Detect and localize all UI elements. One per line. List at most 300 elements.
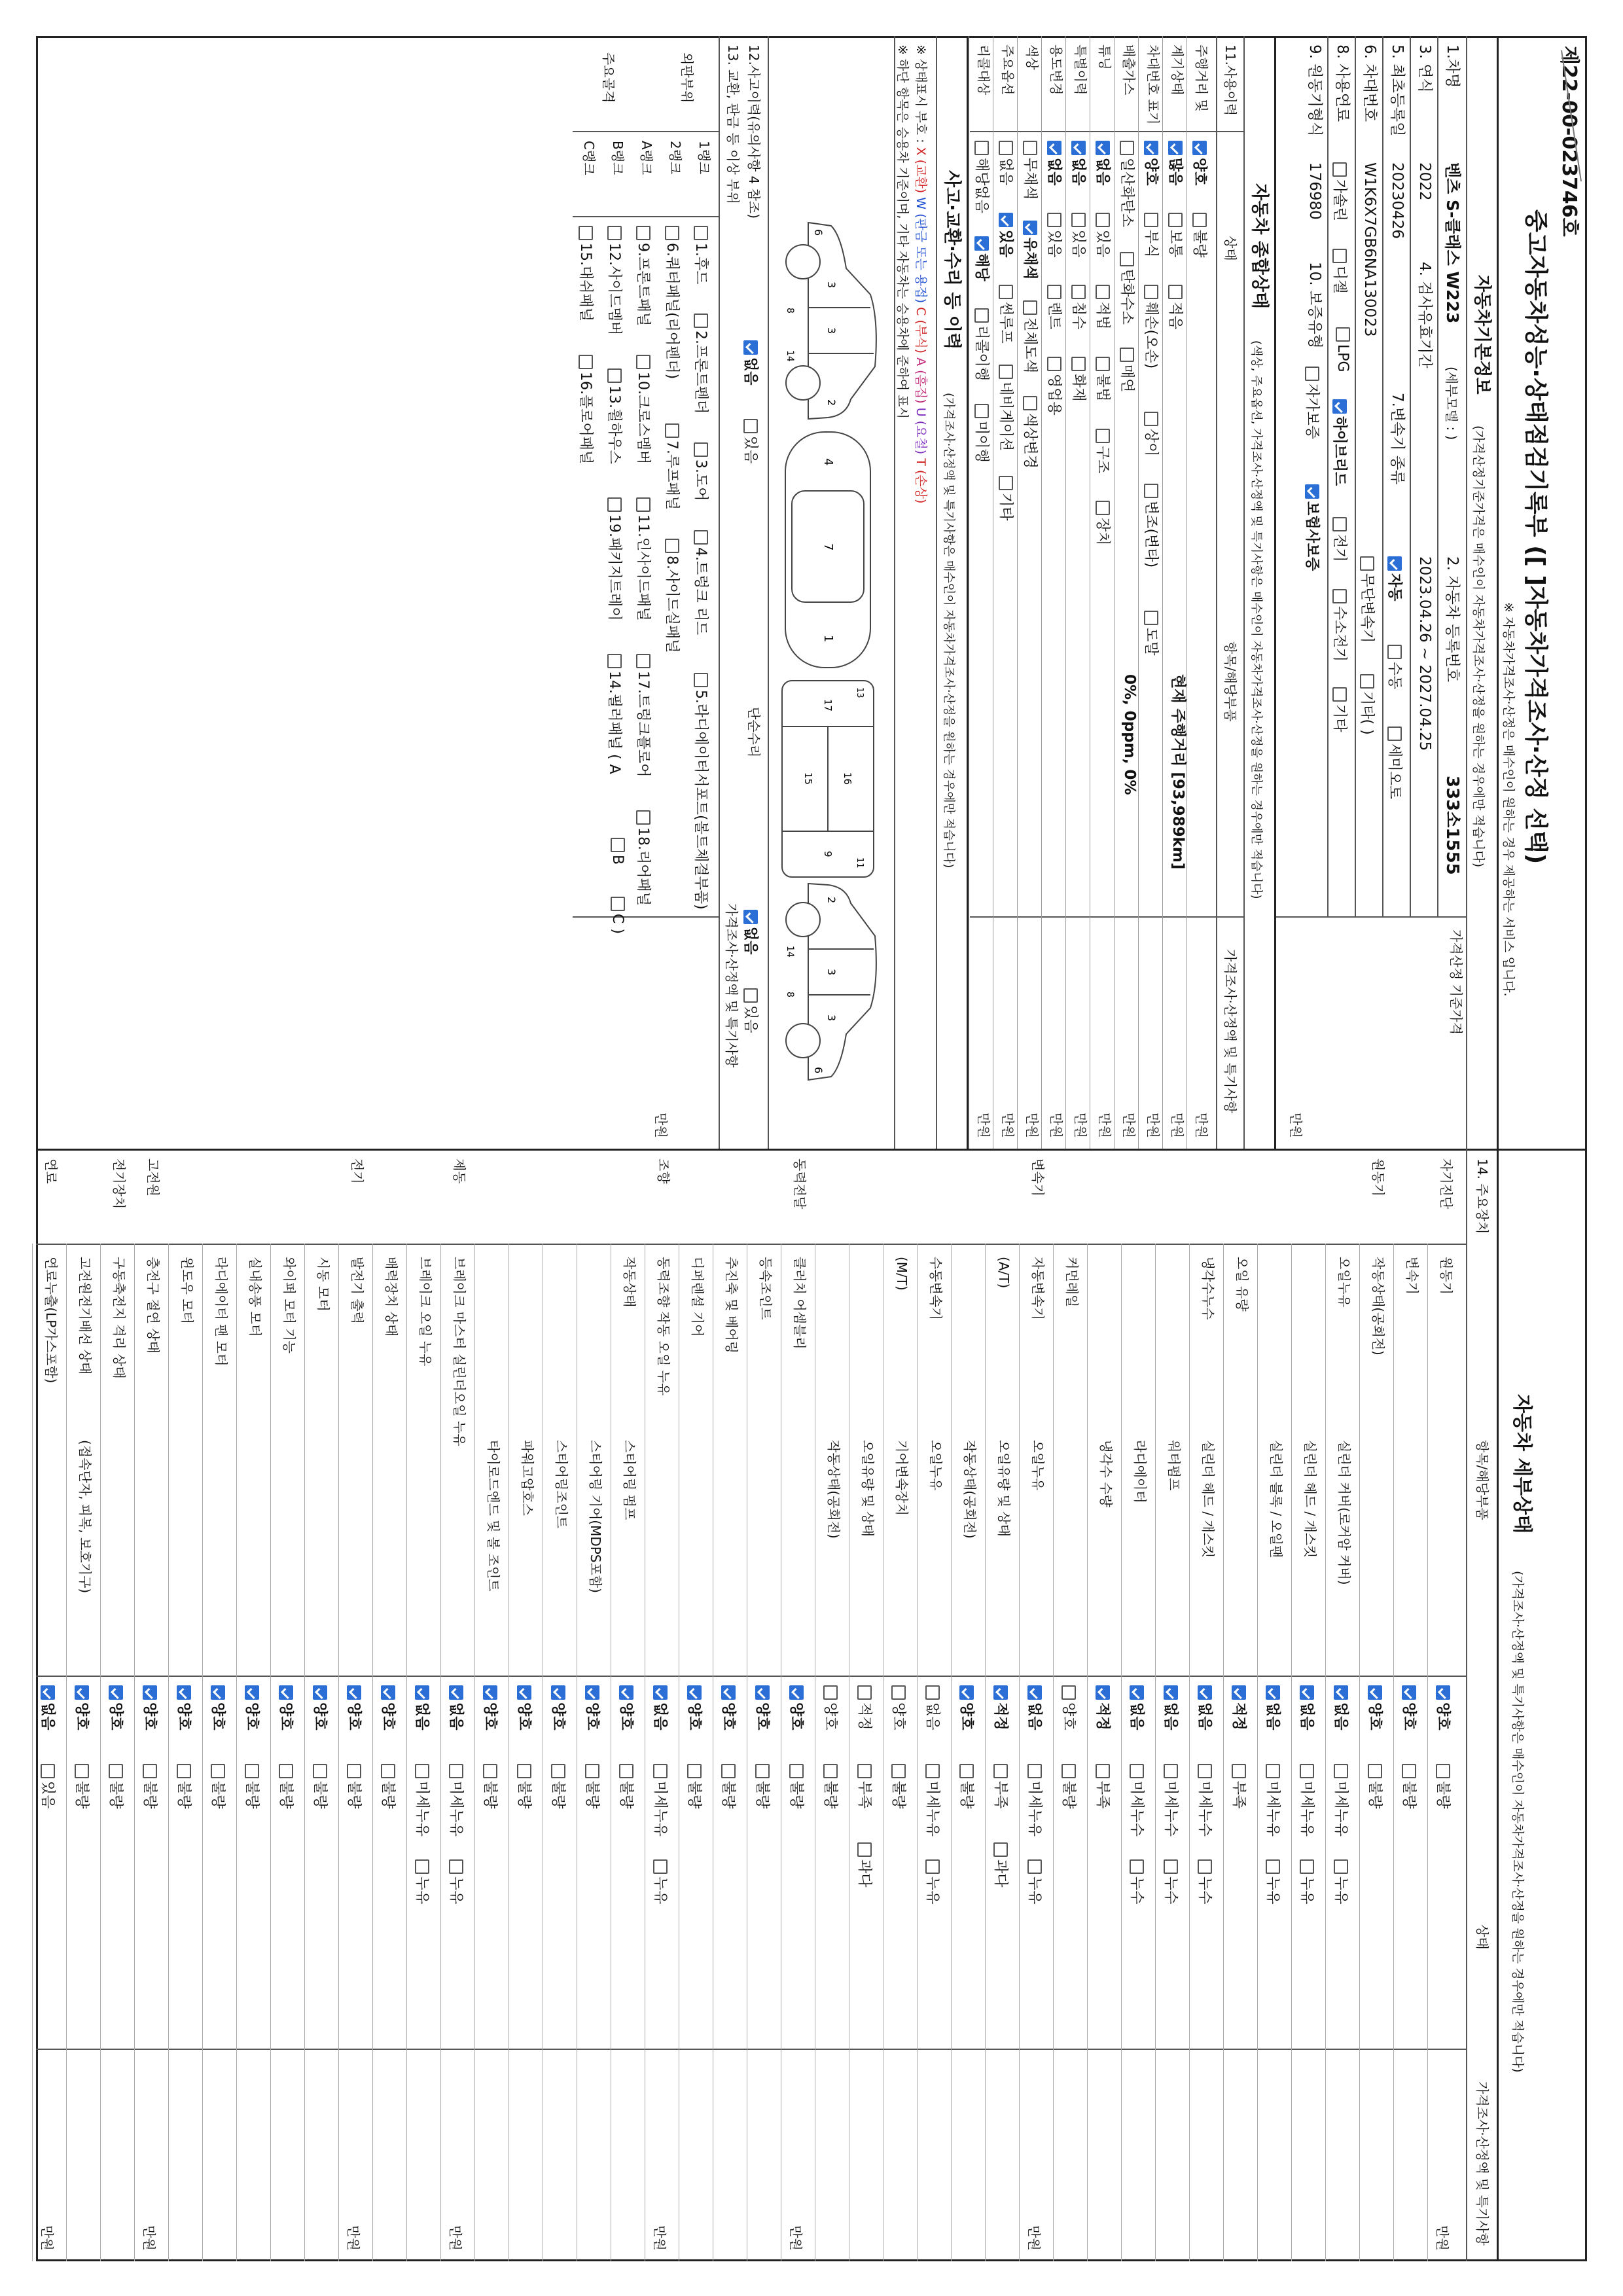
checkbox-icon[interactable]: [755, 1685, 770, 1700]
detail-option[interactable]: 양호: [685, 1685, 705, 1731]
detail-option[interactable]: 없음: [1298, 1685, 1318, 1731]
checkbox-icon[interactable]: [1368, 1764, 1382, 1778]
detail-option[interactable]: 불량: [515, 1764, 535, 1809]
checkbox-icon[interactable]: [313, 1685, 327, 1700]
checkbox-icon[interactable]: [694, 530, 708, 545]
detail-option[interactable]: 부족: [1094, 1764, 1114, 1809]
part-checkbox[interactable]: 2.프론트펜더: [692, 314, 712, 414]
checkbox-icon[interactable]: [857, 1842, 872, 1857]
overall-option[interactable]: 양호: [1142, 141, 1162, 186]
checkbox-icon[interactable]: [1300, 1685, 1314, 1700]
detail-option[interactable]: 양호: [345, 1685, 365, 1731]
overall-option[interactable]: 도말: [1142, 611, 1162, 656]
detail-option[interactable]: 없음: [1196, 1685, 1216, 1731]
checkbox-icon[interactable]: [1071, 141, 1086, 155]
overall-option[interactable]: 있음: [997, 213, 1017, 258]
detail-option[interactable]: 불량: [583, 1764, 603, 1809]
detail-option[interactable]: 양호: [1366, 1685, 1386, 1731]
overall-option[interactable]: 불법: [1094, 357, 1114, 402]
overall-option[interactable]: 해당: [972, 236, 993, 281]
detail-option[interactable]: 부족: [855, 1764, 876, 1809]
detail-option[interactable]: 미세누유: [447, 1764, 467, 1837]
part-checkbox[interactable]: 12.사이드멤버: [605, 226, 626, 335]
transmission-semiauto[interactable]: 세미오토: [1385, 726, 1406, 799]
overall-option[interactable]: 불량: [1190, 213, 1211, 258]
checkbox-icon[interactable]: [1130, 1859, 1144, 1874]
detail-option[interactable]: 불량: [1366, 1764, 1386, 1809]
detail-option[interactable]: 불량: [753, 1764, 774, 1809]
checkbox-icon[interactable]: [1027, 1685, 1042, 1700]
checkbox-icon[interactable]: [585, 1764, 599, 1778]
checkbox-icon[interactable]: [607, 226, 622, 240]
checkbox-icon[interactable]: [1023, 221, 1037, 235]
simple-repair-none[interactable]: 없음: [741, 910, 762, 955]
checkbox-icon[interactable]: [1027, 1764, 1042, 1778]
detail-option[interactable]: 적정: [1094, 1685, 1114, 1731]
part-checkbox[interactable]: 13.휠하우스: [605, 368, 626, 464]
checkbox-icon[interactable]: [177, 1764, 191, 1778]
checkbox-icon[interactable]: [1387, 556, 1402, 571]
checkbox-icon[interactable]: [1334, 1685, 1348, 1700]
checkbox-icon[interactable]: [999, 476, 1013, 490]
checkbox-icon[interactable]: [993, 1685, 1008, 1700]
checkbox-icon[interactable]: [636, 355, 651, 369]
detail-option[interactable]: 적정: [1230, 1685, 1250, 1731]
checkbox-icon[interactable]: [999, 141, 1013, 155]
simple-repair-some[interactable]: 있음: [741, 988, 762, 1033]
detail-option[interactable]: 없음: [447, 1685, 467, 1731]
part-checkbox[interactable]: 15.대쉬패널: [577, 226, 597, 321]
checkbox-icon[interactable]: [517, 1685, 531, 1700]
checkbox-icon[interactable]: [1096, 285, 1110, 299]
checkbox-icon[interactable]: [1402, 1685, 1416, 1700]
checkbox-icon[interactable]: [1305, 484, 1319, 499]
checkbox-icon[interactable]: [1387, 645, 1402, 659]
checkbox-icon[interactable]: [619, 1764, 633, 1778]
overall-option[interactable]: 썬루프: [997, 285, 1017, 344]
detail-option[interactable]: 불량: [277, 1764, 297, 1809]
checkbox-icon[interactable]: [1334, 1859, 1348, 1874]
checkbox-icon[interactable]: [211, 1764, 225, 1778]
detail-option[interactable]: 양호: [277, 1685, 297, 1731]
overall-option[interactable]: 양호: [1190, 141, 1211, 186]
checkbox-icon[interactable]: [653, 1685, 668, 1700]
detail-option[interactable]: 양호: [141, 1685, 161, 1731]
part-checkbox[interactable]: 19.패키지트레이: [605, 497, 626, 621]
checkbox-icon[interactable]: [607, 368, 622, 383]
checkbox-icon[interactable]: [381, 1685, 395, 1700]
checkbox-icon[interactable]: [999, 213, 1013, 227]
checkbox-icon[interactable]: [721, 1764, 736, 1778]
detail-option[interactable]: 불량: [821, 1764, 842, 1809]
checkbox-icon[interactable]: [41, 1764, 55, 1778]
checkbox-icon[interactable]: [925, 1685, 940, 1700]
detail-option[interactable]: 없음: [651, 1685, 671, 1731]
detail-option[interactable]: 누유: [923, 1859, 944, 1905]
checkbox-icon[interactable]: [517, 1764, 531, 1778]
checkbox-icon[interactable]: [665, 423, 679, 438]
checkbox-icon[interactable]: [925, 1859, 940, 1874]
detail-option[interactable]: 불량: [1060, 1764, 1080, 1809]
checkbox-icon[interactable]: [579, 226, 593, 240]
detail-option[interactable]: 양호: [719, 1685, 740, 1731]
checkbox-icon[interactable]: [636, 810, 651, 825]
checkbox-icon[interactable]: [347, 1685, 361, 1700]
detail-option[interactable]: 미세누유: [923, 1764, 944, 1837]
checkbox-icon[interactable]: [1164, 1859, 1178, 1874]
checkbox-icon[interactable]: [579, 355, 593, 369]
checkbox-icon[interactable]: [1144, 285, 1158, 299]
overall-option[interactable]: 네비게이션: [997, 365, 1017, 451]
detail-option[interactable]: 불량: [209, 1764, 229, 1809]
transmission-auto[interactable]: 자동: [1385, 556, 1406, 601]
detail-option[interactable]: 불량: [957, 1764, 978, 1809]
checkbox-icon[interactable]: [619, 1685, 633, 1700]
detail-option[interactable]: 불량: [719, 1764, 740, 1809]
checkbox-icon[interactable]: [1027, 1859, 1042, 1874]
detail-option[interactable]: 누수: [1162, 1859, 1182, 1905]
overall-option[interactable]: 있음: [1094, 213, 1114, 258]
checkbox-icon[interactable]: [1198, 1764, 1212, 1778]
checkbox-icon[interactable]: [755, 1764, 770, 1778]
checkbox-icon[interactable]: [1144, 213, 1158, 227]
checkbox-icon[interactable]: [891, 1764, 906, 1778]
detail-option[interactable]: 없음: [1162, 1685, 1182, 1731]
overall-option[interactable]: 훼손(오손): [1142, 285, 1162, 368]
checkbox-icon[interactable]: [415, 1685, 429, 1700]
detail-option[interactable]: 미세누유: [1026, 1764, 1046, 1837]
detail-option[interactable]: 누유: [1298, 1859, 1318, 1905]
checkbox-icon[interactable]: [347, 1764, 361, 1778]
checkbox-icon[interactable]: [1336, 327, 1350, 342]
overall-option[interactable]: 구조: [1094, 429, 1114, 474]
checkbox-icon[interactable]: [789, 1685, 804, 1700]
detail-option[interactable]: 누유: [651, 1859, 671, 1905]
detail-option[interactable]: 불량: [243, 1764, 263, 1809]
checkbox-icon[interactable]: [1368, 1685, 1382, 1700]
checkbox-icon[interactable]: [743, 419, 758, 433]
checkbox-icon[interactable]: [1061, 1764, 1076, 1778]
checkbox-icon[interactable]: [823, 1764, 838, 1778]
checkbox-icon[interactable]: [891, 1685, 906, 1700]
checkbox-icon[interactable]: [789, 1764, 804, 1778]
fuel-gasoline[interactable]: 가솔린: [1330, 162, 1351, 221]
checkbox-icon[interactable]: [177, 1685, 191, 1700]
overall-option[interactable]: 매연: [1118, 348, 1138, 393]
checkbox-icon[interactable]: [1071, 357, 1086, 371]
checkbox-icon[interactable]: [1387, 726, 1402, 741]
accident-none[interactable]: 없음: [741, 340, 762, 386]
detail-option[interactable]: 불량: [787, 1764, 808, 1809]
detail-option[interactable]: 양호: [481, 1685, 501, 1731]
checkbox-icon[interactable]: [694, 442, 708, 457]
checkbox-icon[interactable]: [585, 1685, 599, 1700]
checkbox-icon[interactable]: [1168, 213, 1183, 227]
detail-option[interactable]: 양호: [311, 1685, 331, 1731]
detail-option[interactable]: 불량: [889, 1764, 910, 1809]
checkbox-icon[interactable]: [743, 910, 758, 924]
checkbox-icon[interactable]: [75, 1685, 89, 1700]
overall-option[interactable]: 탄화수소: [1118, 252, 1138, 325]
detail-option[interactable]: 양호: [583, 1685, 603, 1731]
detail-option[interactable]: 양호: [209, 1685, 229, 1731]
checkbox-icon[interactable]: [551, 1764, 565, 1778]
checkbox-icon[interactable]: [1071, 213, 1086, 227]
checkbox-icon[interactable]: [993, 1842, 1008, 1857]
checkbox-icon[interactable]: [857, 1685, 872, 1700]
detail-option[interactable]: 양호: [549, 1685, 569, 1731]
detail-option[interactable]: 불량: [549, 1764, 569, 1809]
checkbox-icon[interactable]: [1130, 1685, 1144, 1700]
part-checkbox[interactable]: 10.크로스멤버: [634, 355, 654, 464]
part-checkbox[interactable]: 7.루프패널: [663, 423, 683, 510]
checkbox-icon[interactable]: [1023, 141, 1037, 155]
checkbox-icon[interactable]: [1198, 1859, 1212, 1874]
overall-option[interactable]: 장치: [1094, 501, 1114, 546]
checkbox-icon[interactable]: [687, 1764, 702, 1778]
part-checkbox[interactable]: 4.트렁크 리드: [692, 530, 712, 635]
checkbox-icon[interactable]: [1047, 213, 1061, 227]
checkbox-icon[interactable]: [636, 654, 651, 668]
checkbox-icon[interactable]: [1071, 285, 1086, 299]
overall-option[interactable]: 화재: [1069, 357, 1090, 402]
checkbox-icon[interactable]: [694, 314, 708, 328]
checkbox-icon[interactable]: [415, 1764, 429, 1778]
detail-option[interactable]: 불량: [141, 1764, 161, 1809]
detail-option[interactable]: 미세누수: [1162, 1764, 1182, 1837]
part-checkbox[interactable]: B: [609, 838, 626, 865]
detail-option[interactable]: 불량: [685, 1764, 705, 1809]
checkbox-icon[interactable]: [143, 1764, 157, 1778]
checkbox-icon[interactable]: [1061, 1685, 1076, 1700]
part-checkbox[interactable]: 17.트렁크플로어: [634, 654, 654, 778]
detail-option[interactable]: 양호: [1400, 1685, 1420, 1731]
checkbox-icon[interactable]: [743, 340, 758, 355]
detail-option[interactable]: 과다: [855, 1842, 876, 1888]
checkbox-icon[interactable]: [1096, 1685, 1110, 1700]
detail-option[interactable]: 누유: [447, 1859, 467, 1905]
detail-option[interactable]: 불량: [1400, 1764, 1420, 1809]
checkbox-icon[interactable]: [551, 1685, 565, 1700]
checkbox-icon[interactable]: [653, 1859, 668, 1874]
checkbox-icon[interactable]: [483, 1685, 497, 1700]
checkbox-icon[interactable]: [1436, 1764, 1450, 1778]
checkbox-icon[interactable]: [449, 1764, 463, 1778]
checkbox-icon[interactable]: [1300, 1859, 1314, 1874]
detail-option[interactable]: 양호: [107, 1685, 127, 1731]
overall-option[interactable]: 없음: [1094, 141, 1114, 186]
warranty-insurer[interactable]: 보험사보증: [1303, 484, 1323, 571]
overall-option[interactable]: 보통: [1166, 213, 1186, 258]
overall-option[interactable]: 리콜이행: [972, 308, 993, 381]
checkbox-icon[interactable]: [687, 1685, 702, 1700]
overall-option[interactable]: 색상변경: [1021, 396, 1041, 469]
checkbox-icon[interactable]: [607, 497, 622, 512]
checkbox-icon[interactable]: [1144, 484, 1158, 498]
part-checkbox[interactable]: 11.인사이드패널: [634, 497, 654, 621]
checkbox-icon[interactable]: [449, 1685, 463, 1700]
detail-option[interactable]: 양호: [379, 1685, 399, 1731]
checkbox-icon[interactable]: [1332, 517, 1347, 531]
detail-option[interactable]: 없음: [1026, 1685, 1046, 1731]
part-checkbox[interactable]: C ): [609, 897, 626, 934]
detail-option[interactable]: 부족: [1230, 1764, 1250, 1809]
checkbox-icon[interactable]: [653, 1764, 668, 1778]
checkbox-icon[interactable]: [974, 141, 989, 155]
detail-option[interactable]: 누유: [1332, 1859, 1352, 1905]
checkbox-icon[interactable]: [636, 497, 651, 512]
checkbox-icon[interactable]: [1305, 367, 1319, 381]
detail-option[interactable]: 불량: [1434, 1764, 1454, 1809]
detail-option[interactable]: 미세누유: [1298, 1764, 1318, 1837]
detail-option[interactable]: 불량: [379, 1764, 399, 1809]
overall-option[interactable]: 전체도색: [1021, 300, 1041, 373]
checkbox-icon[interactable]: [743, 988, 758, 1003]
warranty-self[interactable]: 자가보증: [1303, 367, 1323, 439]
detail-option[interactable]: 양호: [889, 1685, 910, 1731]
checkbox-icon[interactable]: [611, 838, 625, 852]
checkbox-icon[interactable]: [75, 1764, 89, 1778]
checkbox-icon[interactable]: [999, 365, 1013, 379]
overall-option[interactable]: 변조(변타): [1142, 484, 1162, 567]
checkbox-icon[interactable]: [1023, 300, 1037, 315]
overall-option[interactable]: 기타: [997, 476, 1017, 521]
part-checkbox[interactable]: 1.후드: [692, 226, 712, 285]
detail-option[interactable]: 누유: [413, 1859, 433, 1905]
checkbox-icon[interactable]: [1144, 141, 1158, 155]
checkbox-icon[interactable]: [959, 1685, 974, 1700]
detail-option[interactable]: 양호: [243, 1685, 263, 1731]
overall-option[interactable]: 적법: [1094, 285, 1114, 330]
checkbox-icon[interactable]: [245, 1685, 259, 1700]
overall-option[interactable]: 있음: [1045, 213, 1065, 258]
checkbox-icon[interactable]: [959, 1764, 974, 1778]
detail-option[interactable]: 불량: [345, 1764, 365, 1809]
part-checkbox[interactable]: 9.프론트패널: [634, 226, 654, 326]
checkbox-icon[interactable]: [1232, 1764, 1246, 1778]
detail-option[interactable]: 누수: [1196, 1859, 1216, 1905]
detail-option[interactable]: 미세누유: [413, 1764, 433, 1837]
overall-option[interactable]: 침수: [1069, 285, 1090, 330]
checkbox-icon[interactable]: [1120, 252, 1134, 266]
checkbox-icon[interactable]: [1192, 141, 1207, 155]
checkbox-icon[interactable]: [245, 1764, 259, 1778]
checkbox-icon[interactable]: [109, 1685, 123, 1700]
checkbox-icon[interactable]: [925, 1764, 940, 1778]
checkbox-icon[interactable]: [1164, 1685, 1178, 1700]
checkbox-icon[interactable]: [1096, 429, 1110, 443]
checkbox-icon[interactable]: [1144, 611, 1158, 625]
part-checkbox[interactable]: 14.필러패널 ( A: [605, 654, 626, 774]
checkbox-icon[interactable]: [1096, 1764, 1110, 1778]
detail-option[interactable]: 없음: [39, 1685, 59, 1731]
checkbox-icon[interactable]: [415, 1859, 429, 1874]
detail-option[interactable]: 불량: [175, 1764, 195, 1809]
detail-option[interactable]: 미세누수: [1196, 1764, 1216, 1837]
detail-option[interactable]: 미세누유: [1332, 1764, 1352, 1837]
checkbox-icon[interactable]: [1023, 396, 1037, 410]
checkbox-icon[interactable]: [694, 226, 708, 240]
part-checkbox[interactable]: 6.쿼터패널(리어펜더): [663, 226, 683, 379]
overall-option[interactable]: 영업용: [1045, 357, 1065, 416]
overall-option[interactable]: 없음: [1069, 141, 1090, 186]
checkbox-icon[interactable]: [1332, 399, 1347, 414]
detail-option[interactable]: 불량: [311, 1764, 331, 1809]
detail-option[interactable]: 양호: [821, 1685, 842, 1731]
checkbox-icon[interactable]: [1096, 357, 1110, 371]
checkbox-icon[interactable]: [974, 308, 989, 323]
overall-option[interactable]: 해당없음: [972, 141, 993, 213]
detail-option[interactable]: 없음: [1332, 1685, 1352, 1731]
detail-option[interactable]: 없음: [413, 1685, 433, 1731]
detail-option[interactable]: 없음: [1264, 1685, 1284, 1731]
checkbox-icon[interactable]: [665, 226, 679, 240]
checkbox-icon[interactable]: [1436, 1685, 1450, 1700]
checkbox-icon[interactable]: [313, 1764, 327, 1778]
detail-option[interactable]: 적정: [991, 1685, 1012, 1731]
checkbox-icon[interactable]: [823, 1685, 838, 1700]
transmission-cvt[interactable]: 무단변속기: [1358, 556, 1378, 643]
checkbox-icon[interactable]: [607, 654, 622, 668]
detail-option[interactable]: 부족: [991, 1764, 1012, 1809]
checkbox-icon[interactable]: [1096, 501, 1110, 515]
overall-option[interactable]: 적음: [1166, 285, 1186, 330]
checkbox-icon[interactable]: [1360, 556, 1374, 571]
detail-option[interactable]: 없음: [1128, 1685, 1148, 1731]
overall-option[interactable]: 상이: [1142, 412, 1162, 457]
overall-option[interactable]: 유채색: [1021, 221, 1041, 279]
detail-option[interactable]: 없음: [923, 1685, 944, 1731]
checkbox-icon[interactable]: [1168, 141, 1183, 155]
detail-option[interactable]: 양호: [1434, 1685, 1454, 1731]
overall-option[interactable]: 많음: [1166, 141, 1186, 186]
checkbox-icon[interactable]: [1096, 213, 1110, 227]
checkbox-icon[interactable]: [1047, 357, 1061, 371]
detail-option[interactable]: 미세누유: [651, 1764, 671, 1837]
overall-option[interactable]: 부식: [1142, 213, 1162, 258]
checkbox-icon[interactable]: [1164, 1764, 1178, 1778]
checkbox-icon[interactable]: [381, 1764, 395, 1778]
detail-option[interactable]: 양호: [617, 1685, 637, 1731]
checkbox-icon[interactable]: [1266, 1764, 1280, 1778]
detail-option[interactable]: 양호: [515, 1685, 535, 1731]
detail-option[interactable]: 양호: [957, 1685, 978, 1731]
detail-option[interactable]: 있음: [39, 1764, 59, 1809]
detail-option[interactable]: 양호: [73, 1685, 93, 1731]
checkbox-icon[interactable]: [1266, 1685, 1280, 1700]
checkbox-icon[interactable]: [1144, 412, 1158, 426]
checkbox-icon[interactable]: [1130, 1764, 1144, 1778]
checkbox-icon[interactable]: [1047, 141, 1061, 155]
detail-option[interactable]: 양호: [753, 1685, 774, 1731]
overall-option[interactable]: 없음: [997, 141, 1017, 186]
fuel-electric[interactable]: 전기: [1330, 517, 1351, 562]
checkbox-icon[interactable]: [974, 236, 989, 251]
fuel-lpg[interactable]: LPG: [1334, 327, 1351, 372]
checkbox-icon[interactable]: [1360, 674, 1374, 689]
part-checkbox[interactable]: 3.도어: [692, 442, 712, 501]
detail-option[interactable]: 불량: [481, 1764, 501, 1809]
detail-option[interactable]: 불량: [617, 1764, 637, 1809]
fuel-hybrid[interactable]: 하이브리드: [1330, 399, 1351, 486]
checkbox-icon[interactable]: [1096, 141, 1110, 155]
fuel-other[interactable]: 기타: [1330, 687, 1351, 732]
checkbox-icon[interactable]: [109, 1764, 123, 1778]
transmission-manual[interactable]: 수동: [1385, 645, 1406, 690]
checkbox-icon[interactable]: [1120, 348, 1134, 362]
checkbox-icon[interactable]: [1168, 285, 1183, 299]
overall-option[interactable]: 없음: [1045, 141, 1065, 186]
